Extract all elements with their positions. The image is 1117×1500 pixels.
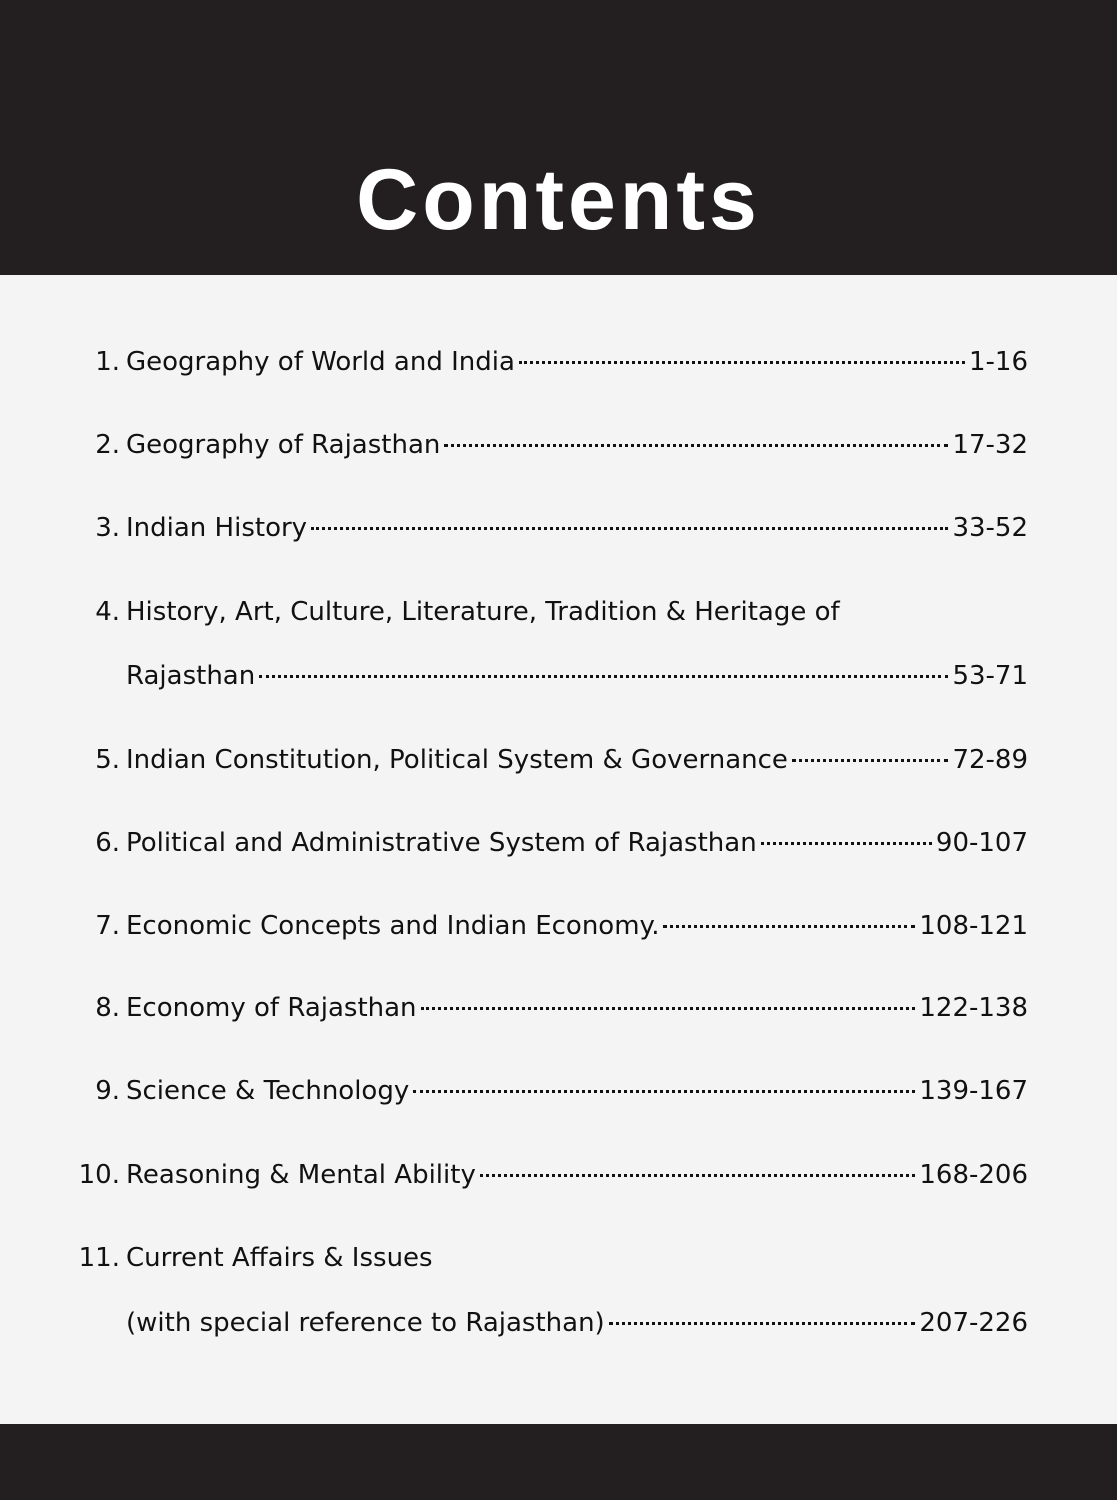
toc-entry-11: [0, 1238, 1117, 1278]
entry-number: 4.: [95, 597, 120, 627]
entry-pages: 139-167: [919, 1076, 1028, 1106]
entry-pages: 90-107: [935, 828, 1028, 858]
entry-number: 1.: [95, 347, 120, 377]
toc-entry-7: [0, 906, 1117, 946]
leader-dots: [761, 842, 932, 845]
leader-dots: [480, 1174, 916, 1177]
leader-dots: [792, 759, 949, 762]
entry-title: Reasoning & Mental Ability: [126, 1160, 476, 1190]
entry-title: Geography of World and India: [126, 347, 515, 377]
toc-entry-1: [0, 342, 1117, 382]
toc-entry-4: [0, 592, 1117, 632]
entry-pages: 33-52: [952, 513, 1028, 543]
entry-pages: 168-206: [919, 1160, 1028, 1190]
entry-pages: 53-71: [952, 661, 1028, 691]
entry-number: 9.: [95, 1076, 120, 1106]
toc-entry-8: [0, 988, 1117, 1028]
toc-entry-11-continued: [0, 1303, 1117, 1343]
leader-dots: [259, 675, 948, 678]
entry-pages: 1-16: [968, 347, 1028, 377]
entry-number: 11.: [78, 1243, 120, 1273]
toc-entry-6: [0, 823, 1117, 863]
leader-dots: [413, 1090, 915, 1093]
toc-entry-9: [0, 1071, 1117, 1111]
entry-number: 7.: [95, 911, 120, 941]
entry-title: Political and Administrative System of Rajasthan: [126, 828, 757, 858]
leader-dots: [421, 1007, 916, 1010]
toc-entry-10: [0, 1155, 1117, 1195]
footer-band: [0, 1424, 1117, 1500]
entry-pages: 108-121: [919, 911, 1028, 941]
toc-entry-4-continued: [0, 656, 1117, 696]
entry-number: 8.: [95, 993, 120, 1023]
entry-pages: 122-138: [919, 993, 1028, 1023]
entry-title: Indian Constitution, Political System & Governance: [126, 745, 788, 775]
entry-pages: 207-226: [919, 1308, 1028, 1338]
leader-dots: [663, 925, 915, 928]
toc-entry-2: [0, 425, 1117, 465]
leader-dots: [609, 1322, 916, 1325]
toc-entry-5: [0, 740, 1117, 780]
entry-number: 2.: [95, 430, 120, 460]
leader-dots: [519, 361, 965, 364]
entry-number: 5.: [95, 745, 120, 775]
entry-number: 10.: [78, 1160, 120, 1190]
toc-entry-3: [0, 508, 1117, 548]
entry-title: Indian History: [126, 513, 308, 543]
entry-title-line2: Rajasthan: [126, 661, 256, 691]
leader-dots: [444, 444, 948, 447]
entry-title-line1: History, Art, Culture, Literature, Tradition & Heritage of: [126, 597, 840, 627]
entry-pages: 17-32: [952, 430, 1028, 460]
entry-title: Geography of Rajasthan: [126, 430, 441, 460]
header-band: [0, 0, 1117, 275]
leader-dots: [311, 527, 948, 530]
entry-title-line2: (with special reference to Rajasthan): [126, 1308, 605, 1338]
entry-title-line1: Current Affairs & Issues: [126, 1243, 433, 1273]
entry-title: Economic Concepts and Indian Economy.: [126, 911, 660, 941]
entry-number: 3.: [95, 513, 120, 543]
entry-pages: 72-89: [952, 745, 1028, 775]
page-title: Contents: [356, 152, 761, 248]
entry-title: Economy of Rajasthan: [126, 993, 417, 1023]
entry-title: Science & Technology: [126, 1076, 410, 1106]
entry-number: 6.: [95, 828, 120, 858]
